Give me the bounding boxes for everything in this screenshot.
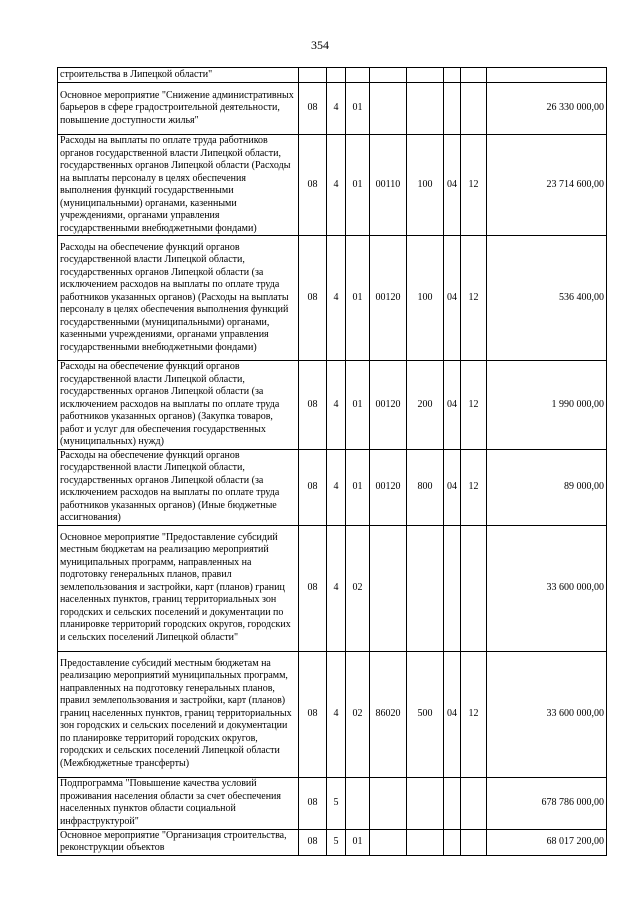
cell-c4 [370,829,407,855]
cell-c3 [346,68,370,83]
cell-c6 [444,829,461,855]
cell-c1: 08 [299,83,327,135]
row-name: Основное мероприятие "Предоставление субсидий местным бюджетам на реализацию мероприятий муниципальных программ, направленных на подготовку генеральных планов, правил землепользования и застройки, карт (планов) границ населенных пунктов, границ территориальных зон городских и сельских поселений и документации по планировке территорий городских округов, городских и сельских поселений Липецкой области" [58,525,299,651]
cell-c6: 04 [444,651,461,777]
cell-c3: 01 [346,449,370,525]
cell-c1: 08 [299,829,327,855]
cell-c7 [461,829,487,855]
cell-c4 [370,83,407,135]
row-name: Расходы на выплаты по оплате труда работников органов государственной власти Липецкой области, государственных органов Липецкой области (Расходы на выплаты персоналу в целях обеспечения выполнения функций государственными (муниципальными) органами, казенными учреждениями, органами управления государственными внебюджетными фондами) [58,135,299,236]
row-name: Предоставление субсидий местным бюджетам на реализацию мероприятий муниципальных программ, направленных на подготовку генеральных планов, правил землепользования и застройки, карт (планов) границ населенных пунктов, границ территориальных зон городских и сельских поселений и документации по планировке территорий городских округов, городских и сельских поселений Липецкой области (Межбюджетные трансферты) [58,651,299,777]
cell-c4: 00120 [370,449,407,525]
cell-c2: 4 [327,236,346,361]
table-row [58,651,607,777]
cell-sum [487,68,607,83]
cell-c6: 04 [444,449,461,525]
cell-sum: 89 000,00 [487,449,607,525]
cell-c5 [407,83,444,135]
cell-c4: 00110 [370,135,407,236]
cell-c4: 86020 [370,651,407,777]
cell-c3: 02 [346,651,370,777]
cell-c6: 04 [444,361,461,450]
cell-c6 [444,777,461,829]
cell-c6 [444,68,461,83]
cell-c7: 12 [461,135,487,236]
cell-c5 [407,525,444,651]
cell-sum: 1 990 000,00 [487,361,607,450]
cell-c7: 12 [461,361,487,450]
cell-c4 [370,525,407,651]
cell-c1: 08 [299,236,327,361]
cell-c7: 12 [461,449,487,525]
cell-c4 [370,777,407,829]
row-name: Основное мероприятие "Снижение административных барьеров в сфере градостроительной деятельности, повышение доступности жилья" [58,83,299,135]
row-name: Расходы на обеспечение функций органов государственной власти Липецкой области, государственных органов Липецкой области (за исключением расходов на выплаты по оплате труда работников указанных органов) (Закупка товаров, работ и услуг для обеспечения государственных (муниципальных) нужд) [58,361,299,450]
row-name: Расходы на обеспечение функций органов государственной власти Липецкой области, государственных органов Липецкой области (за исключением расходов на выплаты по оплате труда работников указанных органов) (Расходы на выплаты персоналу в целях обеспечения выполнения функций государственными (муниципальными) органами, казенными учреждениями, органами управления государственными внебюджетными фондами) [58,236,299,361]
table-row [58,829,607,855]
cell-c1: 08 [299,135,327,236]
cell-c4: 00120 [370,361,407,450]
table-row [58,777,607,829]
table-row [58,449,607,525]
cell-c3: 01 [346,829,370,855]
cell-c2 [327,68,346,83]
row-name: строительства в Липецкой области" [58,68,299,83]
table-row [58,525,607,651]
cell-c7 [461,525,487,651]
cell-c2: 4 [327,525,346,651]
cell-c6 [444,525,461,651]
cell-c2: 5 [327,777,346,829]
table-row [58,83,607,135]
cell-c5: 500 [407,651,444,777]
cell-c3: 02 [346,525,370,651]
cell-c5: 100 [407,135,444,236]
cell-c5: 800 [407,449,444,525]
cell-c5 [407,68,444,83]
cell-c1 [299,68,327,83]
table-row [58,361,607,450]
row-name: Основное мероприятие "Организация строительства, реконструкции объектов [58,829,299,855]
cell-c7 [461,68,487,83]
cell-c1: 08 [299,777,327,829]
cell-c2: 4 [327,361,346,450]
page-number: 354 [311,38,329,52]
row-name: Подпрограмма "Повышение качества условий проживания населения области за счет обеспечения населенных пунктов области социальной инфраструктурой" [58,777,299,829]
cell-c7: 12 [461,651,487,777]
row-name: Расходы на обеспечение функций органов государственной власти Липецкой области, государственных органов Липецкой области (за исключением расходов на выплаты по оплате труда работников указанных органов) (Иные бюджетные ассигнования) [58,449,299,525]
cell-c1: 08 [299,361,327,450]
cell-c5 [407,829,444,855]
cell-c4 [370,68,407,83]
cell-c7 [461,83,487,135]
cell-c2: 4 [327,83,346,135]
cell-sum: 678 786 000,00 [487,777,607,829]
cell-sum: 536 400,00 [487,236,607,361]
cell-sum: 33 600 000,00 [487,651,607,777]
cell-c6: 04 [444,135,461,236]
cell-c1: 08 [299,651,327,777]
cell-c3 [346,777,370,829]
table-row [58,68,607,83]
table-row [58,135,607,236]
cell-c1: 08 [299,449,327,525]
cell-c3: 01 [346,83,370,135]
cell-c3: 01 [346,236,370,361]
cell-c5: 200 [407,361,444,450]
cell-c6: 04 [444,236,461,361]
cell-c2: 5 [327,829,346,855]
cell-c2: 4 [327,135,346,236]
cell-c3: 01 [346,361,370,450]
cell-c7: 12 [461,236,487,361]
cell-c6 [444,83,461,135]
cell-sum: 26 330 000,00 [487,83,607,135]
cell-c7 [461,777,487,829]
cell-c2: 4 [327,651,346,777]
table-row [58,236,607,361]
cell-c2: 4 [327,449,346,525]
budget-table [57,67,607,856]
cell-c3: 01 [346,135,370,236]
cell-c5: 100 [407,236,444,361]
cell-sum: 23 714 600,00 [487,135,607,236]
cell-c1: 08 [299,525,327,651]
cell-sum: 68 017 200,00 [487,829,607,855]
cell-sum: 33 600 000,00 [487,525,607,651]
cell-c4: 00120 [370,236,407,361]
cell-c5 [407,777,444,829]
